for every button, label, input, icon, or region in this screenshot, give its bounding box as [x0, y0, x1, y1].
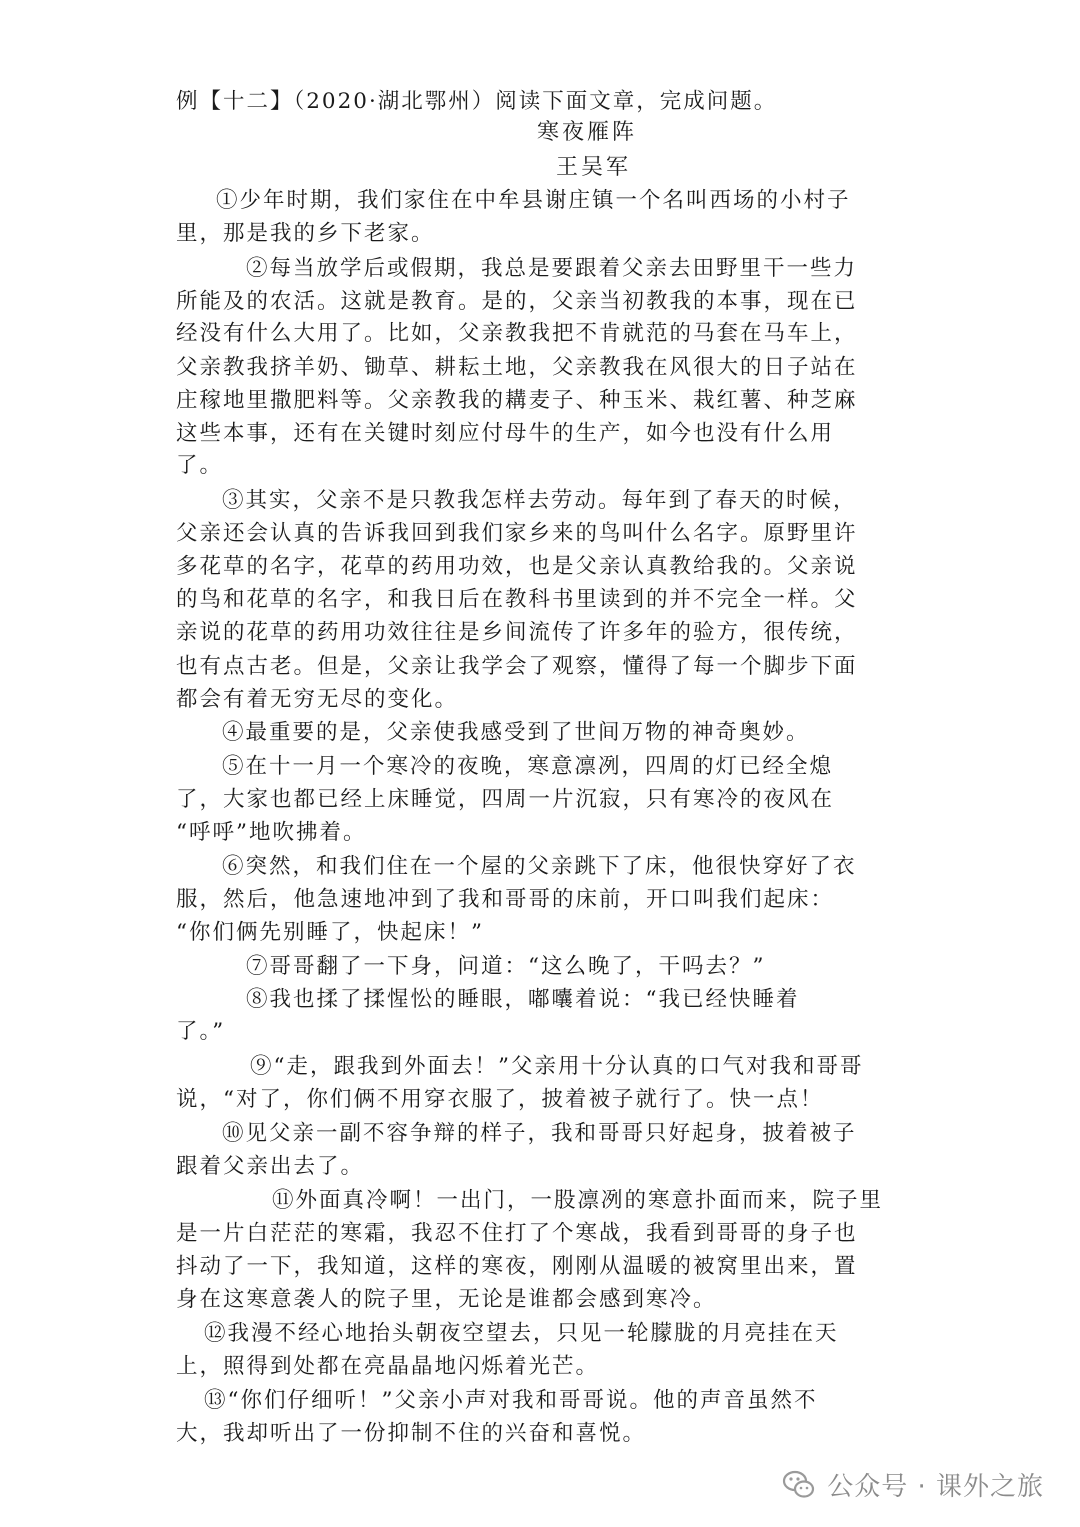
watermark: [781, 1466, 1044, 1503]
paragraph-line: 也有点古老。但是，父亲让我学会了观察，懂得了每一个脚步下面: [176, 654, 858, 679]
paragraph-line: 经没有什么大用了。比如，父亲教我把不肯就范的马套在马车上，: [176, 321, 858, 346]
paragraph-line: ⑩见父亲一副不容争辩的样子，我和哥哥只好起身，披着被子: [222, 1121, 857, 1146]
paragraph-line: ⑫我漫不经心地抬头朝夜空望去，只见一轮朦胧的月亮挂在天: [204, 1321, 839, 1346]
paragraph-line: 大，我却听出了一份抑制不住的兴奋和喜悦。: [176, 1421, 647, 1446]
paragraph-line: ⑨“走，跟我到外面去！”父亲用十分认真的口气对我和哥哥: [250, 1054, 864, 1079]
exercise-intro: 例【十二】（2020·湖北鄂州）阅读下面文章，完成问题。: [176, 89, 778, 114]
paragraph-line: ⑬“你们仔细听！”父亲小声对我和哥哥说。他的声音虽然不: [204, 1388, 818, 1413]
paragraph-line: ③其实，父亲不是只教我怎样去劳动。每年到了春天的时候，: [222, 488, 857, 513]
paragraph-line: 了，大家也都已经上床睡觉，四周一片沉寂，只有寒冷的夜风在: [176, 787, 835, 812]
paragraph-line: 跟着父亲出去了。: [176, 1154, 365, 1179]
paragraph-line: “你们俩先别睡了，快起床！”: [176, 920, 484, 945]
paragraph-line: 说，“对了，你们俩不用穿衣服了，披着被子就行了。快一点！: [176, 1087, 824, 1112]
paragraph-line: ⑥突然，和我们住在一个屋的父亲跳下了床，他很快穿好了衣: [222, 854, 857, 879]
paragraph-line: 所能及的农活。这就是教育。是的，父亲当初教我的本事，现在已: [176, 289, 858, 314]
paragraph-line: 都会有着无穷无尽的变化。: [176, 687, 459, 712]
paragraph-line: 是一片白茫茫的寒霜，我忍不住打了个寒战，我看到哥哥的身子也: [176, 1221, 858, 1246]
paragraph-line: ⑪外面真冷啊！一出门，一股凛冽的寒意扑面而来，院子里: [272, 1188, 884, 1213]
paragraph-line: ④最重要的是，父亲使我感受到了世间万物的神奇奥妙。: [222, 720, 810, 745]
paragraph-line: 上，照得到处都在亮晶晶地闪烁着光芒。: [176, 1354, 600, 1379]
paragraph-line: 里，那是我的乡下老家。: [176, 221, 435, 246]
paragraph-line: 庄稼地里撒肥料等。父亲教我的耩麦子、种玉米、栽红薯、种芝麻: [176, 388, 858, 413]
paragraph-line: 身在这寒意袭人的院子里，无论是谁都会感到寒冷。: [176, 1287, 717, 1312]
paragraph-line: 了。: [176, 453, 224, 478]
paragraph-line: 多花草的名字，花草的药用功效，也是父亲认真教给我的。父亲说: [176, 554, 858, 579]
paragraph-line: 了。”: [176, 1019, 226, 1044]
paragraph-line: 亲说的花草的药用功效往往是乡间流传了许多年的验方，很传统，: [176, 620, 858, 645]
wechat-icon: [781, 1467, 817, 1503]
paragraph-line: 父亲还会认真的告诉我回到我们家乡来的鸟叫什么名字。原野里许: [176, 521, 858, 546]
paragraph-line: ①少年时期，我们家住在中牟县谢庄镇一个名叫西场的小村子: [216, 188, 851, 213]
paragraph-line: 抖动了一下，我知道，这样的寒夜，刚刚从温暖的被窝里出来，置: [176, 1254, 858, 1279]
watermark-text: 公众号 · 课外之旅: [827, 1472, 1044, 1502]
paragraph-line: ⑤在十一月一个寒冷的夜晚，寒意凛冽，四周的灯已经全熄: [222, 754, 834, 779]
paragraph-line: ②每当放学后或假期，我总是要跟着父亲去田野里干一些力: [246, 256, 858, 281]
paragraph-line: 服，然后，他急速地冲到了我和哥哥的床前，开口叫我们起床：: [176, 887, 835, 912]
article-author: 王吴军: [556, 155, 632, 180]
paragraph-line: 的鸟和花草的名字，和我日后在教科书里读到的并不完全一样。父: [176, 587, 858, 612]
article-title: 寒夜雁阵: [537, 120, 638, 145]
paragraph-line: 父亲教我挤羊奶、锄草、耕耘土地，父亲教我在风很大的日子站在: [176, 355, 858, 380]
paragraph-line: “呼呼”地吹拂着。: [176, 820, 367, 845]
paragraph-line: 这些本事，还有在关键时刻应付母牛的生产，如今也没有什么用: [176, 421, 835, 446]
paragraph-line: ⑦哥哥翻了一下身，问道：“这么晚了，干吗去？”: [246, 954, 766, 979]
paragraph-line: ⑧我也揉了揉惺忪的睡眼，嘟囔着说：“我已经快睡着: [246, 987, 800, 1012]
